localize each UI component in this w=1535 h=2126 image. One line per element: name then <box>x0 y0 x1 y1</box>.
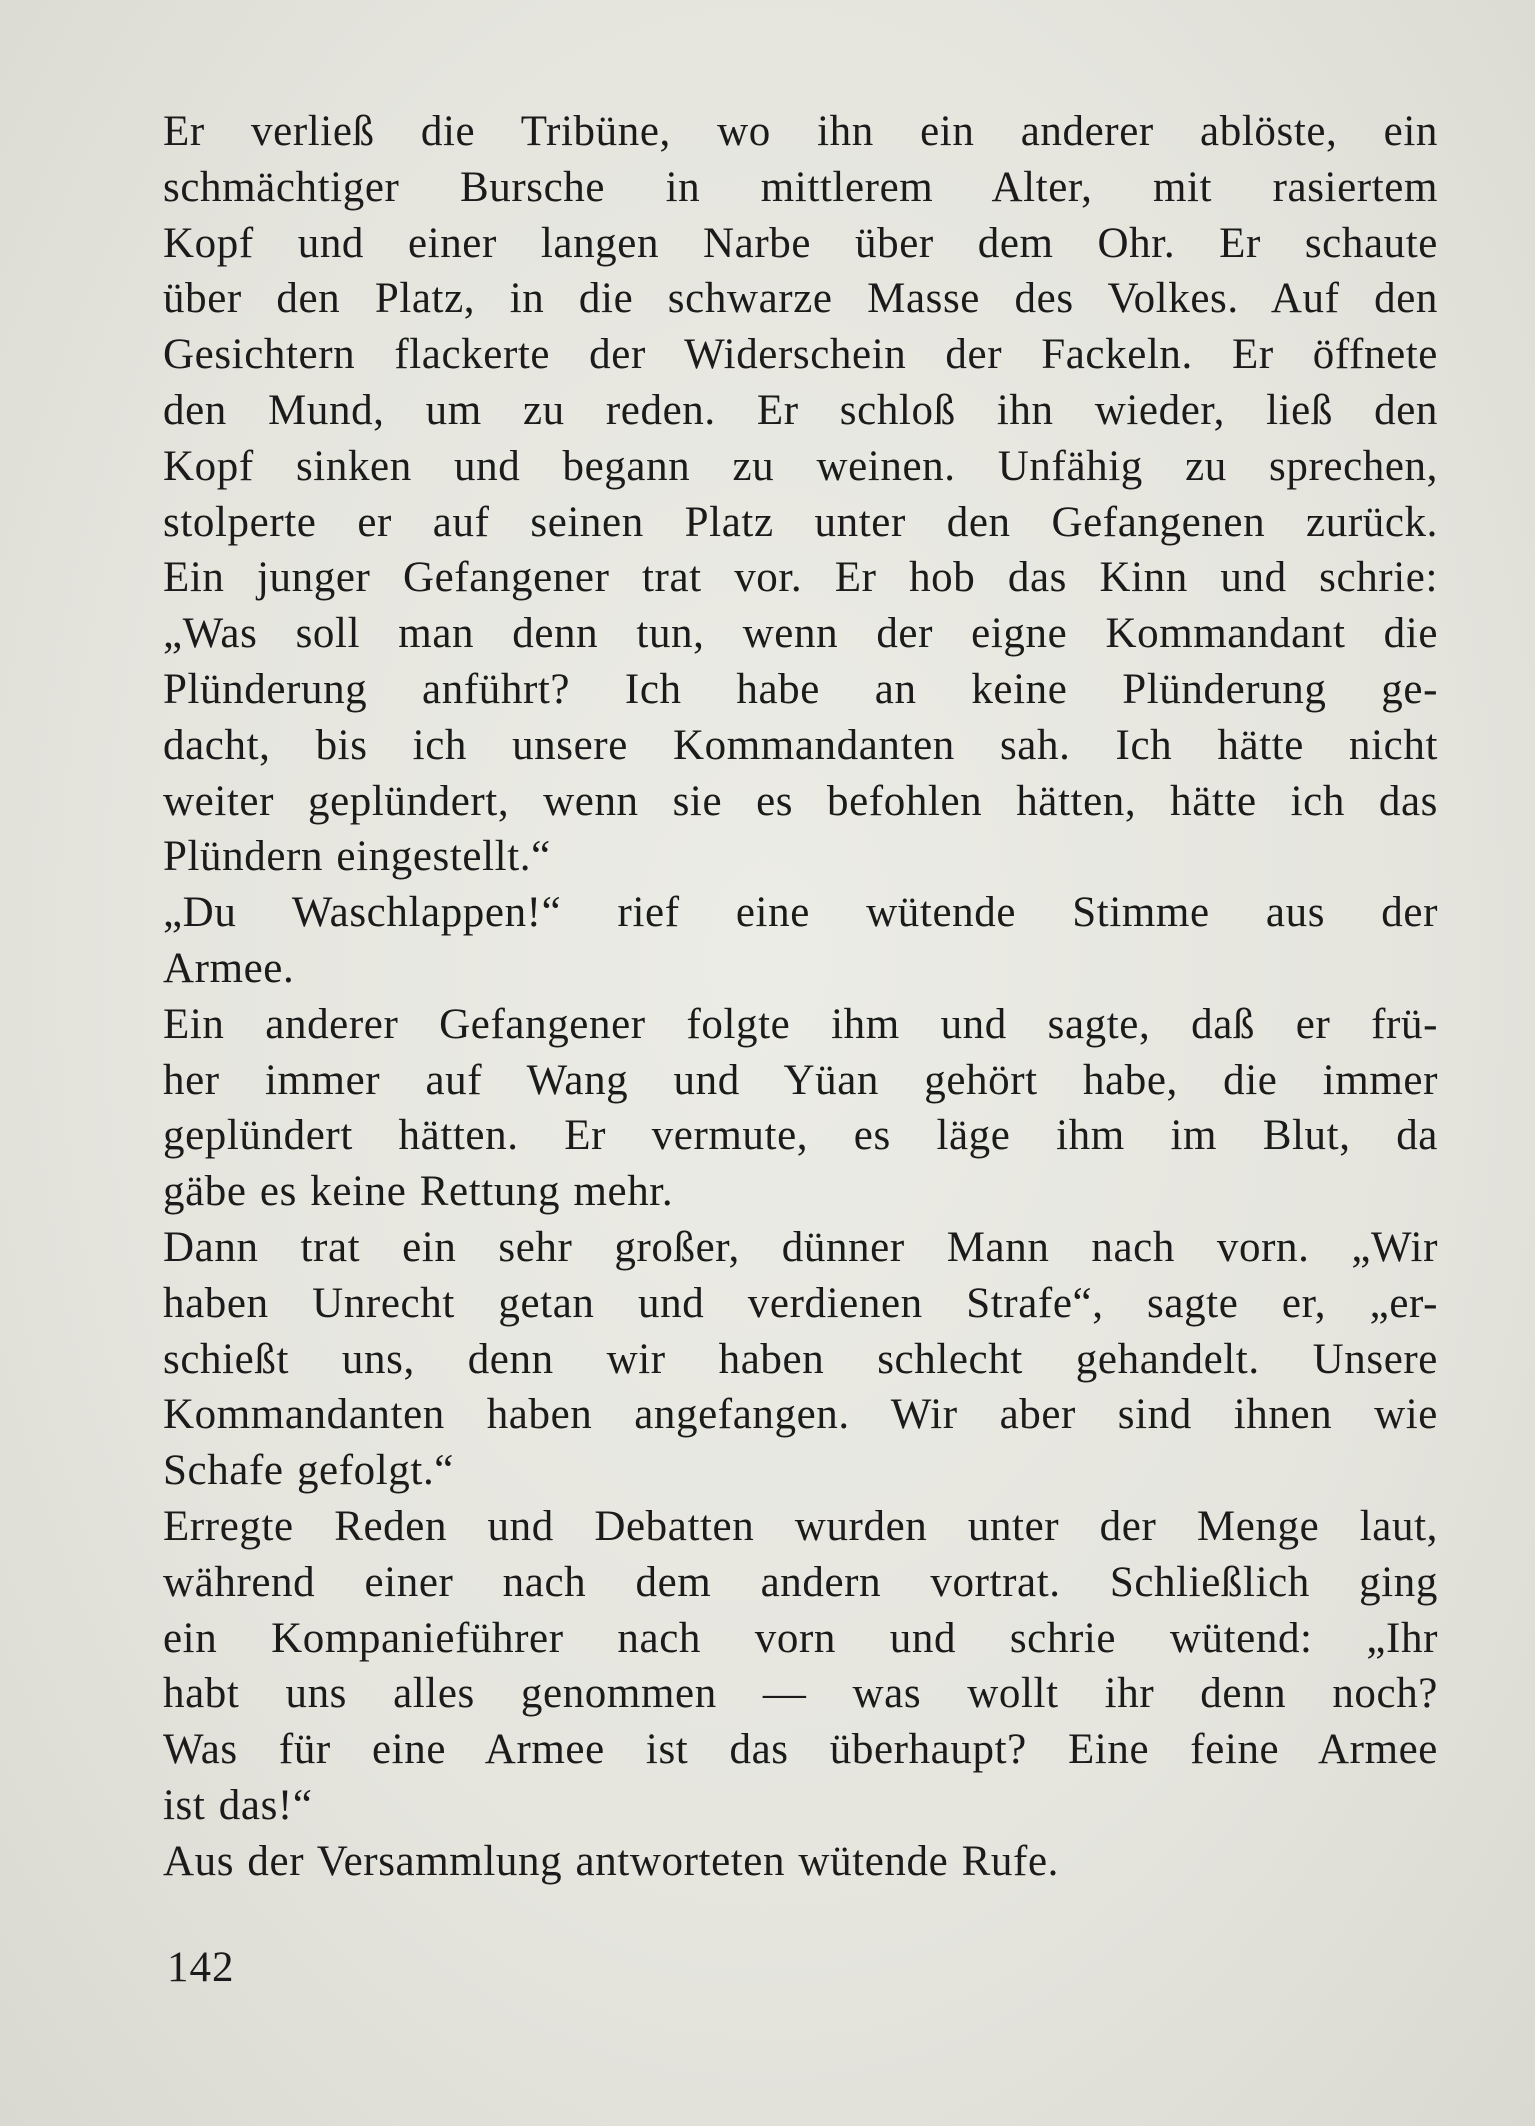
text-line: geplündert hätten. Er vermute, es läge ihm im Blut, da <box>163 1112 1438 1160</box>
text-line: Aus der Versammlung antworteten wütende Rufe. <box>163 1837 1059 1885</box>
text-line: Erregte Reden und Debatten wurden unter der Menge laut, <box>163 1502 1438 1550</box>
body-text <box>163 104 1438 1890</box>
text-line: schießt uns, denn wir haben schlecht gehandelt. Unsere <box>163 1335 1438 1383</box>
text-line: über den Platz, in die schwarze Masse des Volkes. Auf den <box>163 275 1438 323</box>
text-line: ist das!“ <box>163 1781 313 1829</box>
text-line: Ein anderer Gefangener folgte ihm und sagte, daß er frü- <box>163 1000 1438 1048</box>
text-line: den Mund, um zu reden. Er schloß ihn wieder, ließ den <box>163 386 1438 434</box>
text-line: Dann trat ein sehr großer, dünner Mann nach vorn. „Wir <box>163 1223 1438 1271</box>
text-line: während einer nach dem andern vortrat. Schließlich ging <box>163 1558 1438 1606</box>
text-line: „Was soll man denn tun, wenn der eigne Kommandant die <box>163 610 1438 658</box>
text-line: Er verließ die Tribüne, wo ihn ein anderer ablöste, ein <box>163 108 1438 155</box>
text-line: Was für eine Armee ist das überhaupt? Eine feine Armee <box>163 1726 1438 1774</box>
text-line: Kommandanten haben angefangen. Wir aber sind ihnen wie <box>163 1391 1438 1439</box>
text-line: ein Kompanieführer nach vorn und schrie wütend: „Ihr <box>163 1614 1438 1662</box>
text-line: haben Unrecht getan und verdienen Strafe“, sagte er, „er- <box>163 1279 1438 1327</box>
text-line: weiter geplündert, wenn sie es befohlen hätten, hätte ich das <box>163 777 1438 825</box>
text-line: schmächtiger Bursche in mittlerem Alter, mit rasiertem <box>163 163 1438 211</box>
text-line: dacht, bis ich unsere Kommandanten sah. Ich hätte nicht <box>163 721 1438 769</box>
text-line: Schafe gefolgt.“ <box>163 1447 454 1495</box>
text-line: stolperte er auf seinen Platz unter den Gefangenen zurück. <box>163 498 1438 546</box>
text-line: Plündern eingestellt.“ <box>163 833 551 881</box>
text-line: Gesichtern flackerte der Widerschein der Fackeln. Er öffnete <box>163 331 1438 379</box>
text-line: Armee. <box>163 944 295 992</box>
text-line: „Du Waschlappen!“ rief eine wütende Stimme aus der <box>163 889 1438 937</box>
text-line: Kopf sinken und begann zu weinen. Unfähig zu sprechen, <box>163 442 1438 490</box>
text-line: Plünderung anführt? Ich habe an keine Plünderung ge- <box>163 665 1438 713</box>
text-line: Ein junger Gefangener trat vor. Er hob das Kinn und schrie: <box>163 554 1438 602</box>
text-line: gäbe es keine Rettung mehr. <box>163 1168 674 1216</box>
text-line: habt uns alles genommen — was wollt ihr denn noch? <box>163 1670 1438 1718</box>
page-number: 142 <box>167 1944 235 1991</box>
text-line: her immer auf Wang und Yüan gehört habe, die immer <box>163 1056 1438 1104</box>
text-line: Kopf und einer langen Narbe über dem Ohr. Er schaute <box>163 219 1438 267</box>
